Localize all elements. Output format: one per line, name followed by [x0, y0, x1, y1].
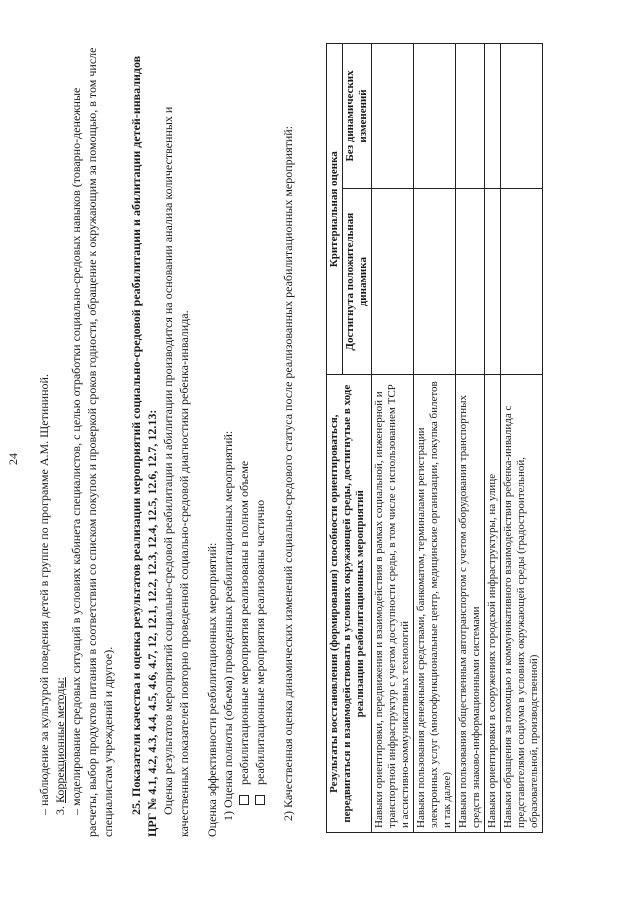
cell-nochange[interactable] — [372, 44, 414, 189]
completeness-question: 1) Оценка полноты (объема) проведенных реабилитационных мероприятий: — [221, 430, 235, 821]
document-body — [36, 47, 296, 837]
option-full-label: реабилитационные мероприятия реализованы в полном объеме — [237, 460, 251, 785]
table-row — [372, 44, 414, 833]
row-text: Навыки обращения за помощью и коммуникативного взаимодействия ребенка-инвалида с представителями социума в условиях окружающей среды (градостроительной, образовательной, производственной) — [501, 375, 543, 833]
header-results: Результаты восстановления (формирования) способности ориентироваться, передвигаться и взаимодействовать в условиях окружающей среды, достигнутые в ходе реализации реабилитационных мероприятий — [327, 375, 372, 833]
row-text: Навыки пользования денежными средствами, банкоматом, терминалами регистрации электронных услуг (многофункциональные центр, медицинские организации, покупка билетов и так далее) — [414, 375, 456, 833]
option-full — [236, 47, 252, 837]
row-text: Навыки ориентировки в сооружениях городской инфраструктуры, на улице — [485, 375, 501, 833]
evaluation-table — [326, 43, 543, 833]
correction-methods-text: – моделирование средовых ситуаций в условиях кабинета специалистов, с целью отработки социально-средовых навыков (товарно-денежные расчеты, выбор продуктов питания в соответствии со списком покупок и проверкой сроков годности, обращение к окружающим за помощью, в том числе специалистам учреждений и другое). — [69, 47, 115, 837]
checkbox-partial[interactable] — [255, 795, 265, 805]
header-criteria: Критериальная оценка — [327, 44, 343, 375]
cell-positive[interactable] — [372, 188, 414, 375]
row-text: Навыки ориентировки, передвижения и взаимодействия в рамках социальной, инженерной и транспортной инфраструктур с учетом доступности среды, в том числе с использованием ТСР и ассистивно-коммуникативных технологий — [372, 375, 414, 833]
checkbox-full[interactable] — [239, 795, 249, 805]
cell-nochange[interactable] — [501, 44, 543, 189]
cell-positive[interactable] — [501, 188, 543, 375]
table-row — [501, 44, 543, 833]
section-25-title: 25. Показатели качества и оценка результатов реализации мероприятий социально-средовой реабилитации и абилитации детей-инвалидов ЦРГ № 4.1, 4.2, 4.3, 4.4, 4.5, 4.6, 4.7, 12, 12.1, 12.2, 12.3, 12.4, 12.5, 12.6, 12.7, 12.13: — [129, 55, 159, 837]
cell-nochange[interactable] — [414, 44, 456, 189]
page-number: 24 — [6, 453, 20, 465]
cell-positive[interactable] — [456, 188, 485, 375]
option-partial-label: реабилитационные мероприятия реализованы частично — [253, 499, 267, 785]
list-item-culture: – наблюдение за культурой поведения детей в группе по программе А.М. Щетининой. — [37, 374, 51, 815]
option-partial — [252, 47, 268, 837]
header-nochange: Без динамических изменений — [343, 44, 372, 189]
table-row — [456, 44, 485, 833]
section-25-intro: Оценка результатов мероприятий социально-средовой реабилитации и абилитации производится на основании анализа количественных и качественных показателей повторно проведенной социально-средовой диагностики ребенка-инвалида. — [161, 106, 191, 837]
item3-number: 3. — [53, 806, 67, 815]
cell-positive[interactable] — [414, 188, 456, 375]
cell-nochange[interactable] — [485, 44, 501, 189]
correction-methods-heading: Коррекционные методы: — [53, 677, 67, 803]
table-row — [485, 44, 501, 833]
table-header-row — [327, 44, 343, 833]
list-item-correction-heading — [52, 47, 68, 837]
row-text: Навыки пользования общественным автотранспортом с учетом оборудования транспортных средств знаково-информационными системами — [456, 375, 485, 833]
quality-question: 2) Качественная оценка динамических изменений социально-средового статуса после реализованных реабилитационных мероприятий: — [281, 125, 295, 821]
table-row — [414, 44, 456, 833]
header-positive: Достигнута положительная динамика — [343, 188, 372, 375]
cell-nochange[interactable] — [456, 44, 485, 189]
cell-positive[interactable] — [485, 188, 501, 375]
efficiency-label: Оценка эффективности реабилитационных мероприятий: — [205, 542, 219, 837]
